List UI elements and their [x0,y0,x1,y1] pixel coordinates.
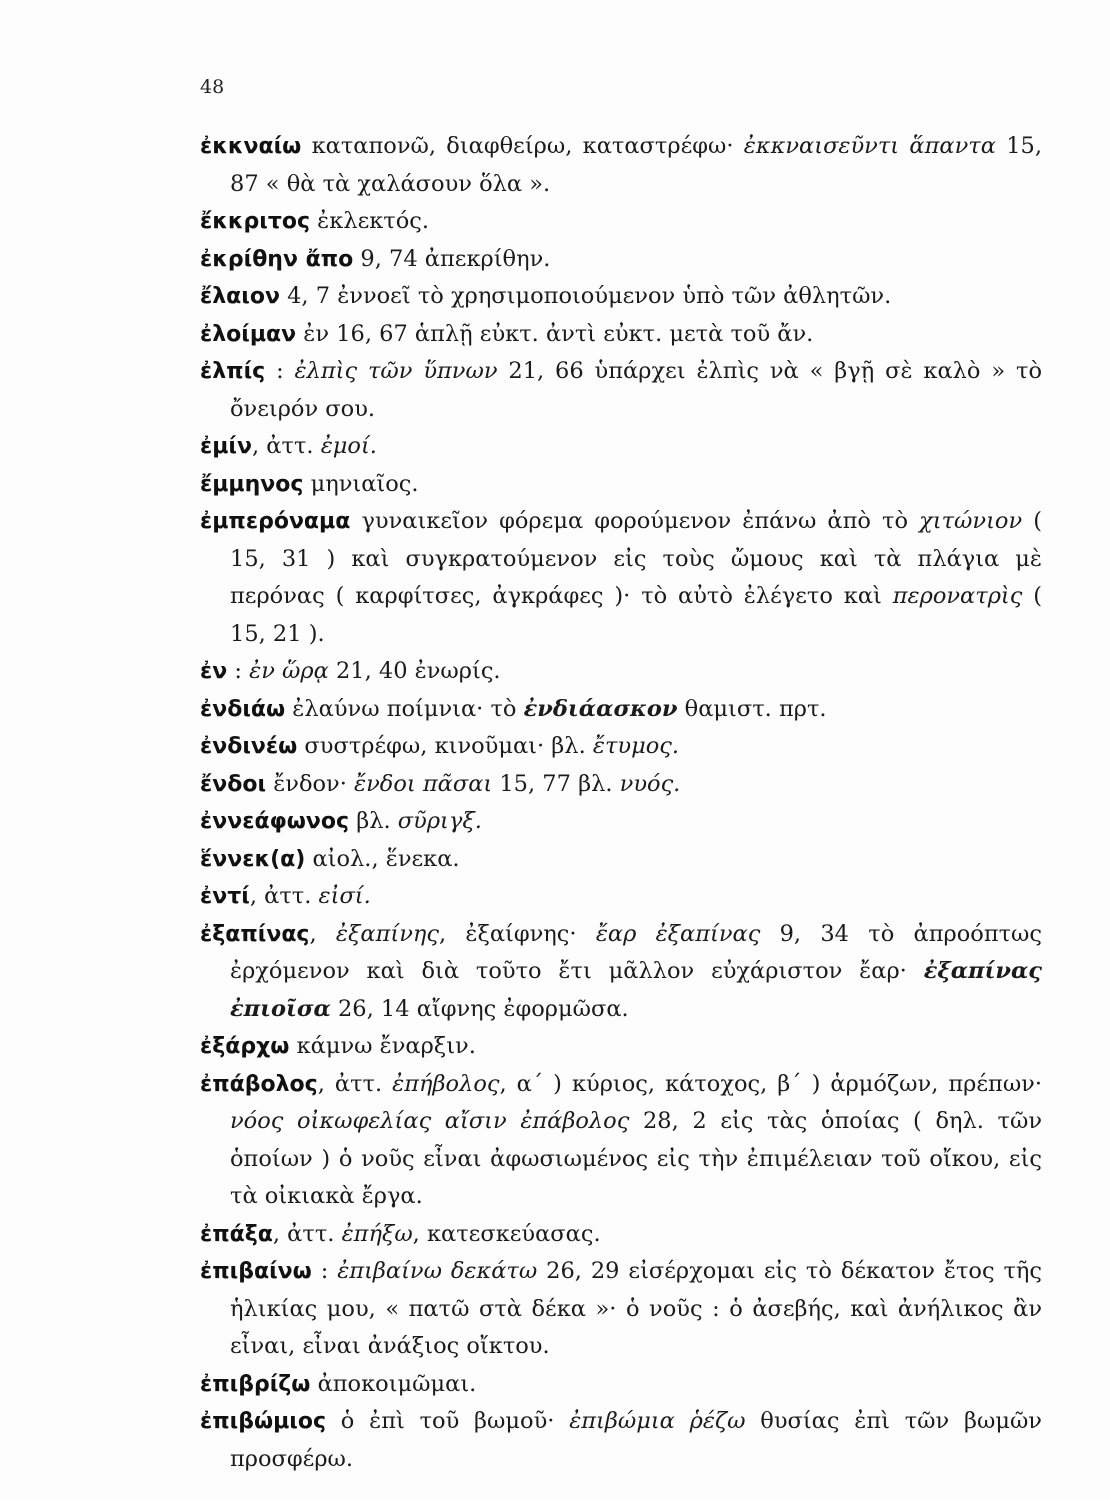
headword: ἐπάξα [200,1221,273,1247]
headword: ἐκρίθην ἄπο [200,246,354,272]
glossary-entry [200,1066,1042,1216]
quoted-form: περονατρὶς [892,583,1023,609]
headword: ἔκκριτος [200,209,311,234]
quoted-form: ἐπιβαίνω δεκάτω [337,1258,538,1284]
glossary-entry [200,841,1042,879]
headword: ἐξαπίνας [200,921,310,947]
definition-text: ( 15, 21 ). [230,583,1042,647]
glossary-entry [200,1216,1042,1254]
definition-text: , ἀττ. [317,1070,393,1097]
definition-text: βλ. [349,808,398,834]
definition-text: 9, 74 ἀπεκρίθην. [353,245,551,272]
definition-text: γυναικεῖον φόρεμα φορούμενον ἐπάνω ἀπὸ τὸ [350,508,920,534]
glossary-entry [200,503,1042,653]
glossary-entry [200,466,1042,504]
quoted-form: νυός. [619,770,681,797]
glossary-entry [200,1253,1042,1366]
definition-text: , ἐξαίφνης· [438,920,596,947]
quoted-form: ἐμοί. [320,433,377,459]
glossary-entry [200,916,1042,1029]
headword: ἐν [200,659,228,684]
headword: ἐμπερόναμα [200,509,351,534]
quoted-form: ἐκκναισεῦντι ἅπαντα [743,133,996,159]
glossary-entry [200,728,1042,766]
glossary-entry [200,1403,1042,1478]
definition-text: ἐλαύνω ποίμνια· τὸ [285,695,524,722]
headword: ἐπιβώμιος [200,1409,327,1434]
definition-text: ( 15, 31 ) καὶ συγκρατούμενον εἰς τοὺς ὤμους καὶ τὰ πλάγια μὲ περόνας ( καρφίτσες, ἀγκράφες )· τὸ αὐτὸ ἐλέγετο καὶ [230,508,1042,609]
definition-text: ἐκλεκτός. [310,208,430,234]
definition-text: 26, 29 εἰσέρχομαι εἰς τὸ δέκατον ἔτος τῆς ἡλικίας μου, « πατῶ στὰ δέκα »· ὁ νοῦς : ὁ ἀσεβής, καὶ ἀνήλικος ἂν εἶναι, εἶναι ἀνάξιος οἴκτου. [230,1258,1043,1359]
quoted-form: ἐξαπίνας ἐπιοῖσα [230,958,1042,1022]
headword: ἐλοίμαν [200,321,297,347]
quoted-form: νόος οἰκωφελίας αἴσιν ἐπάβολος [230,1108,630,1134]
glossary-entry [200,241,1042,279]
definition-text: 15, 87 « θὰ τὰ χαλάσουν ὅλα ». [230,133,1042,197]
definition-text: , [309,920,336,947]
definition-text: ἀποκοιμῶμαι. [310,1370,477,1397]
definition-text: 15, 77 βλ. [492,770,620,797]
headword: ἐπιβρίζω [200,1371,311,1397]
definition-text: θαμιστ. πρτ. [677,695,827,722]
glossary-entry [200,316,1042,354]
definition-text: 21, 66 ὑπάρχει ἐλπὶς νὰ « βγῇ σὲ καλὸ » τὸ ὄνειρόν σου. [230,358,1042,422]
headword: ἔνδοι [200,771,267,797]
headword: ἐννεάφωνος [200,809,350,834]
definition-text: : [311,1258,338,1284]
quoted-form: σῦριγξ. [397,808,482,834]
quoted-form: εἰσί. [318,883,371,909]
headword: ἐλπίς [200,359,266,384]
definition-text: 26, 14 αἴφνης ἐφορμῶσα. [330,995,629,1022]
definition-text: 9, 34 τὸ ἀπροόπτως ἐρχόμενον καὶ διὰ τοῦτο ἔτι μᾶλλον εὐχάριστον ἔαρ· [230,920,1042,984]
headword: ἐνδιάω [200,696,286,722]
glossary-entry [200,428,1042,466]
page-number: 48 [200,76,225,98]
headword: ἐπάβολος [200,1071,318,1097]
definition-text: ἔνδον· [266,770,355,797]
glossary-entry [200,691,1042,729]
glossary-entry [200,1028,1042,1066]
glossary-entry [200,878,1042,916]
quoted-form: ἐλπὶς τῶν ὕπνων [294,358,498,384]
definition-text: , ἀττ. [272,1220,342,1247]
glossary-entry [200,353,1042,428]
glossary-entries [200,128,1042,1478]
headword: ἐντί [200,884,250,909]
headword: ἐκκναίω [200,134,302,159]
definition-text: κάμνω ἔναρξιν. [289,1033,476,1059]
definition-text: : [227,658,250,684]
quoted-form: ἔτυμος. [592,733,679,759]
definition-text: , ἀττ. [249,883,319,909]
definition-text: 28, 2 εἰς τὰς ὁποίας ( δηλ. τῶν ὁποίων ) ὁ νοῦς εἶναι ἀφωσιωμένος εἰς τὴν ἐπιμέλειαν τοῦ οἴκου, εἰς τὰ οἰκιακὰ ἔργα. [230,1108,1042,1209]
headword: ἐπιβαίνω [200,1259,312,1284]
glossary-entry [200,203,1042,241]
quoted-form: ἐνδιάασκον [523,695,678,722]
glossary-entry [200,1366,1042,1404]
definition-text: 21, 40 ἐνωρίς. [328,658,501,684]
definition-text: : [265,358,295,384]
headword: ἔλαιον [200,284,280,309]
definition-text: μηνιαῖος. [303,470,419,497]
quoted-form: ἔνδοι πᾶσαι [354,770,493,797]
headword: ἐξάρχω [200,1034,290,1059]
quoted-form: χιτώνιον [919,508,1023,534]
quoted-form: ἔαρ ἐξαπίνας [595,920,761,947]
glossary-entry [200,803,1042,841]
quoted-form: ἐξαπίνης [335,920,439,947]
definition-text: , ἀττ. [252,433,321,459]
definition-text: , α΄ ) κύριος, κάτοχος, β΄ ) ἁρμόζων, πρέπων· [499,1070,1043,1097]
quoted-form: ἐπήξω [341,1220,413,1247]
definition-text: ἐν 16, 67 ἁπλῇ εὐκτ. ἀντὶ εὐκτ. μετὰ τοῦ ἄν. [296,320,814,347]
definition-text: θυσίας ἐπὶ τῶν βωμῶν προσφέρω. [230,1408,1042,1472]
glossary-entry [200,128,1042,203]
quoted-form: ἐπιβώμια ῥέζω [569,1408,746,1434]
headword: ἕννεκ(α) [200,846,306,872]
glossary-entry [200,653,1042,691]
definition-text: καταπονῶ, διαφθείρω, καταστρέφω· [301,133,744,159]
quoted-form: ἐπήβολος [392,1070,500,1097]
definition-text: αἰολ., ἕνεκα. [305,845,460,872]
definition-text: ὁ ἐπὶ τοῦ βωμοῦ· [326,1408,570,1434]
headword: ἔμμηνος [200,471,304,497]
glossary-entry [200,766,1042,804]
headword: ἐμίν [200,434,252,459]
glossary-entry [200,278,1042,316]
headword: ἐνδινέω [200,734,298,759]
definition-text: συστρέφω, κινοῦμαι· βλ. [297,733,593,759]
definition-text: , κατεσκεύασας. [412,1220,601,1247]
definition-text: 4, 7 ἐννοεῖ τὸ χρησιμοποιούμενον ὑπὸ τῶν ἀθλητῶν. [279,283,892,309]
quoted-form: ἐν ὥρᾳ [249,658,329,684]
